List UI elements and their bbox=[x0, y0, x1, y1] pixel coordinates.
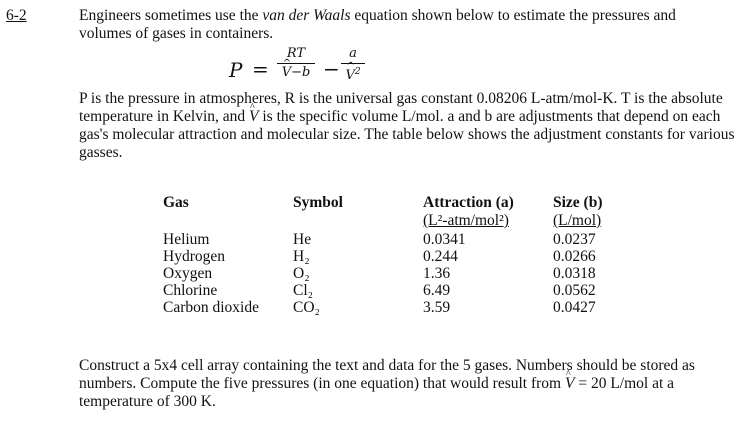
gas-symbol: H₂ bbox=[293, 248, 310, 265]
fraction-2-exponent: 2 bbox=[354, 67, 361, 77]
unit-size-text: (L/mol) bbox=[553, 212, 602, 229]
gas-attraction: 6.49 bbox=[423, 282, 451, 299]
header-symbol: Symbol bbox=[293, 194, 343, 211]
gas-symbol: Cl₂ bbox=[293, 282, 314, 299]
header-gas: Gas bbox=[163, 194, 189, 211]
gas-symbol: He bbox=[293, 231, 312, 248]
table-header-row bbox=[163, 194, 633, 213]
van-der-waals-equation bbox=[229, 46, 379, 86]
table-row bbox=[163, 248, 633, 265]
unit-attraction bbox=[423, 213, 553, 231]
instruction-paragraph bbox=[79, 357, 739, 411]
gas-name: Carbon dioxide bbox=[163, 299, 259, 316]
gas-size: 0.0318 bbox=[553, 265, 596, 282]
unit-attraction-text: (L²-atm/mol²) bbox=[423, 212, 509, 229]
gas-name: Hydrogen bbox=[163, 248, 225, 265]
gas-symbol: O₂ bbox=[293, 265, 310, 282]
table-row bbox=[163, 282, 633, 299]
gas-attraction: 0.0341 bbox=[423, 231, 466, 248]
v-bar-symbol: ^ V bbox=[565, 375, 574, 393]
unit-gas bbox=[163, 213, 293, 231]
gas-name: Oxygen bbox=[163, 265, 213, 282]
intro-paragraph bbox=[79, 7, 719, 43]
description-text-1: P is the pressure in atmospheres, R is the universal gas constant 0.08206 L-atm/mol-K. T is the absolute temperature in Kelvin, and bbox=[79, 90, 723, 125]
fraction-2-numerator: a bbox=[349, 46, 357, 61]
description-text-2: is the specific volume L/mol. a and b are adjustments that depend on each gas's molecular attraction and molecular size. The table below shows the adjustment constants for various gasses. bbox=[79, 108, 735, 161]
v-bar-symbol: ^ V bbox=[282, 65, 291, 80]
fraction-2-denominator bbox=[341, 65, 365, 83]
problem-number: 6-2 bbox=[6, 7, 27, 24]
table-row bbox=[163, 231, 633, 248]
gas-size: 0.0427 bbox=[553, 299, 596, 316]
description-paragraph bbox=[79, 90, 744, 162]
v-bar-symbol: ^ V bbox=[249, 108, 258, 126]
intro-italic-term: van der Waals bbox=[262, 7, 351, 24]
gas-size: 0.0266 bbox=[553, 248, 596, 265]
gas-attraction: 0.244 bbox=[423, 248, 458, 265]
equation-lhs: P bbox=[229, 58, 243, 82]
header-attraction: Attraction (a) bbox=[423, 194, 514, 211]
v-bar-symbol: ^ V bbox=[345, 68, 354, 83]
equation-minus: − bbox=[323, 57, 340, 81]
gas-size: 0.0237 bbox=[553, 231, 596, 248]
table-row bbox=[163, 265, 633, 282]
header-size: Size (b) bbox=[553, 194, 603, 211]
gas-name: Chlorine bbox=[163, 282, 218, 299]
equation-equals: = bbox=[252, 57, 269, 81]
equation-fraction-1 bbox=[277, 46, 315, 80]
gas-attraction: 1.36 bbox=[423, 265, 451, 282]
gas-attraction: 3.59 bbox=[423, 299, 451, 316]
intro-text-2: equation shown below to estimate the pressures and volumes of gases in containers. bbox=[79, 7, 676, 42]
instruction-text-2: = 20 L/mol at a temperature of 300 K. bbox=[79, 375, 675, 410]
instruction-text-1: Construct a 5x4 cell array containing the text and data for the 5 gases. Numbers should be stored as numbers. Compute the five pressures (in one equation) that would result from bbox=[79, 357, 695, 392]
gas-name: Helium bbox=[163, 231, 210, 248]
equation-fraction-2 bbox=[341, 46, 365, 83]
intro-text-1: Engineers sometimes use the bbox=[79, 7, 263, 24]
table-row bbox=[163, 299, 633, 316]
fraction-1-denominator bbox=[277, 65, 315, 80]
gas-constants-table bbox=[163, 194, 633, 316]
unit-size bbox=[553, 213, 633, 231]
table-units-row bbox=[163, 213, 633, 231]
unit-symbol bbox=[293, 213, 423, 231]
fraction-1-numerator: RT bbox=[286, 46, 306, 61]
gas-size: 0.0562 bbox=[553, 282, 596, 299]
fraction-1-denominator-suffix: −b bbox=[291, 65, 311, 80]
gas-symbol: CO₂ bbox=[293, 299, 320, 316]
